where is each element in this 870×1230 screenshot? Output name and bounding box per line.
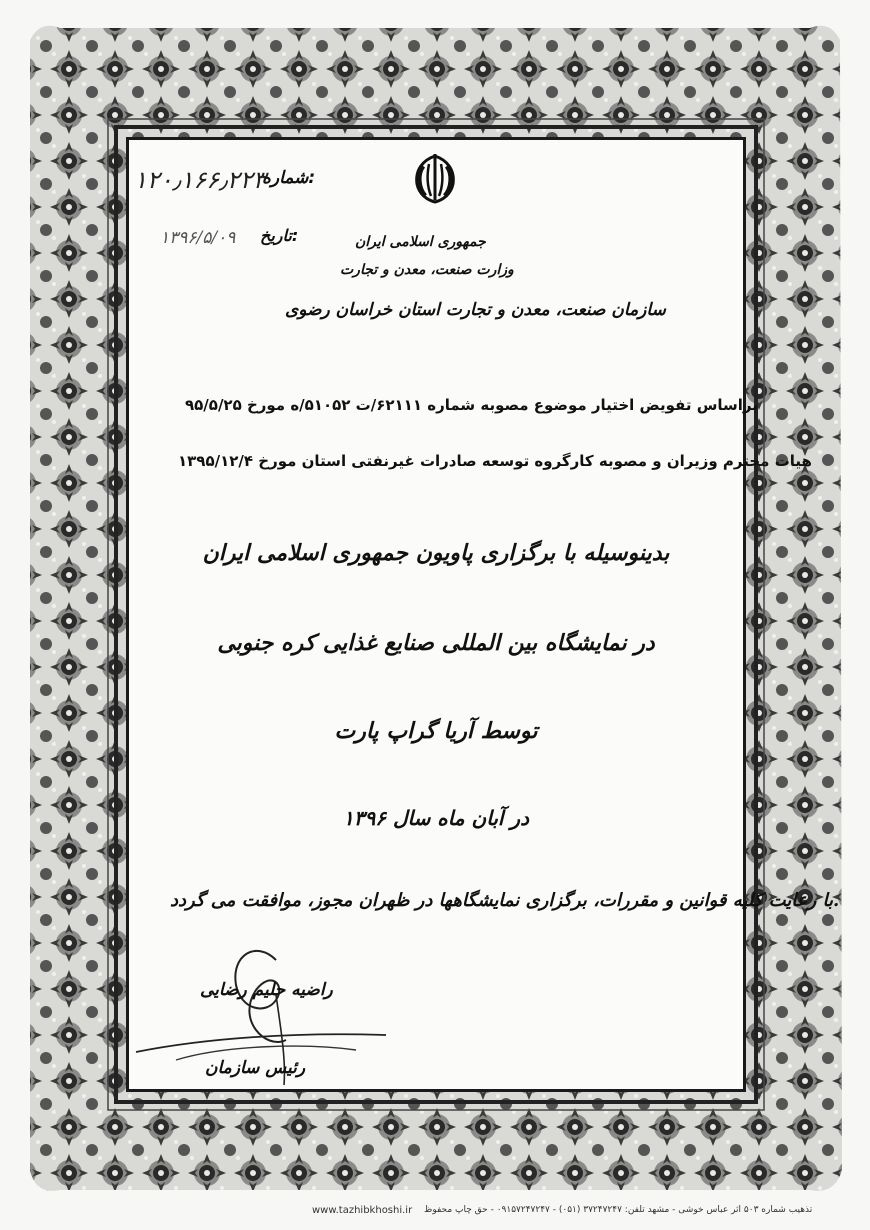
body-line-4: در نمایشگاه بین المللی صنایع غذایی کره جنوبی xyxy=(217,630,655,656)
ministry-title: وزارت صنعت، معدن و تجارت xyxy=(340,262,514,278)
date-value: ۱۳۹۶/۵/۰۹ xyxy=(160,228,236,248)
signatory-title: رئیس سازمان xyxy=(205,1058,306,1078)
body-line-6: در آبان ماه سال ۱۳۹۶ xyxy=(343,806,529,830)
body-line-2: هیات محترم وزیران و مصوبه کارگروه توسعه صادرات غیرنفتی استان مورخ ۱۳۹۵/۱۲/۴ xyxy=(178,452,812,470)
body-line-5: توسط آریا گراپ پارت xyxy=(334,718,538,744)
organization-title: سازمان صنعت، معدن و تجارت استان خراسان رضوی xyxy=(285,300,666,320)
number-label: شماره: xyxy=(262,168,316,188)
footer-website: www.tazhibkhoshi.ir xyxy=(312,1205,413,1216)
footer-info: تذهیب شماره ۵۰۳ اثر عباس خوشی - مشهد تلفن: ۳۷۲۴۷۲۴۷ (۰۵۱) - ۰۹۱۵۷۲۴۷۲۴۷ - حق چاپ محفوظ xyxy=(424,1205,813,1215)
iran-emblem-icon xyxy=(405,150,465,206)
date-label: تاریخ: xyxy=(260,226,299,245)
number-value: ۱۲۰٫۱۶۶٫۲۲۳ xyxy=(134,166,266,194)
country-title: جمهوری اسلامی ایران xyxy=(355,234,486,250)
body-line-3: بدینوسیله با برگزاری پاویون جمهوری اسلامی ایران xyxy=(202,540,670,566)
body-line-1: براساس تفویض اختیار موضوع مصوبه شماره ۶۲۱۱۱/ت ۵۱۰۵۲/ه مورخ ۹۵/۵/۲۵ xyxy=(185,396,758,414)
body-line-7: با رعایت کلیه قوانین و مقررات، برگزاری نمایشگاهها در ظهران مجوز، موافقت می گردد. xyxy=(170,890,840,911)
signatory-name: راضیه حلیم رضایی xyxy=(200,980,333,1000)
